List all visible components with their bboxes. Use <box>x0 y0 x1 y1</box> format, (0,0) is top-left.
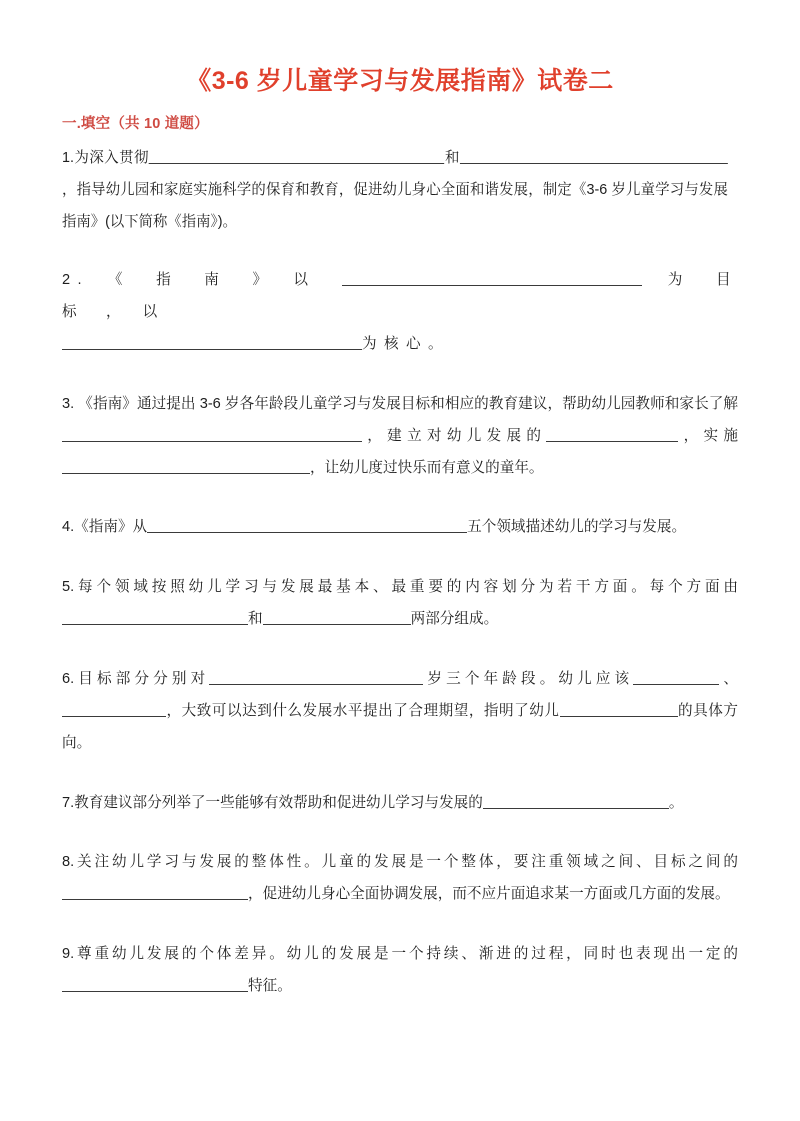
fill-in-blank[interactable] <box>62 884 248 900</box>
question-item <box>62 511 738 543</box>
fill-in-blank[interactable] <box>460 148 728 164</box>
question-item <box>62 663 738 759</box>
question-text-run: 7.教育建议部分列举了一些能够有效帮助和促进幼儿学习与发展的 <box>62 795 483 811</box>
question-text-run: ，大致可以达到什么发展水平提出了合理期望，指明了幼儿 <box>166 703 560 719</box>
question-item <box>62 846 738 910</box>
question-text-run: ，促进幼儿身心全面协调发展，而不应片面追求某一方面或几方面的发展。 <box>248 886 730 902</box>
question-text-run: 的具体方向。 <box>62 703 738 751</box>
fill-in-blank[interactable] <box>209 669 423 685</box>
fill-in-blank[interactable] <box>62 426 362 442</box>
question-text-run: 特征。 <box>248 978 292 994</box>
question-text-run: 和 <box>248 611 263 627</box>
fill-in-blank[interactable] <box>560 701 678 717</box>
question-text-4 <box>62 519 686 535</box>
question-text-3 <box>62 396 738 476</box>
question-text-run: 两部分组成。 <box>410 611 499 627</box>
fill-in-blank[interactable] <box>483 793 669 809</box>
fill-in-blank[interactable] <box>633 669 719 685</box>
fill-in-blank[interactable] <box>62 458 310 474</box>
question-text-run: 。 <box>668 795 684 811</box>
question-text-run: ，建立对幼儿发展的 <box>362 428 547 444</box>
fill-in-blank[interactable] <box>342 270 642 286</box>
question-item <box>62 938 738 1002</box>
question-text-run: 8.关注幼儿学习与发展的整体性。儿童的发展是一个整体，要注重领域之间、目标之间的 <box>62 854 738 870</box>
fill-in-blank[interactable] <box>149 148 445 164</box>
question-text-8 <box>62 854 738 902</box>
question-text-run: 和 <box>444 150 460 166</box>
question-text-1 <box>62 150 728 230</box>
question-text-run: ，实施 <box>678 428 738 444</box>
question-text-run: 岁三个年龄段。幼儿应该 <box>423 671 634 687</box>
question-text-run: 3. 《指南》通过提出 3-6 岁各年龄段儿童学习与发展目标和相应的教育建议，帮助幼儿园教师和家长了解 <box>62 396 738 412</box>
question-text-run: 2. 《 指 南 》 以 <box>62 272 342 288</box>
question-text-run: 6.目标部分分别对 <box>62 671 210 687</box>
question-text-2 <box>62 264 760 360</box>
question-text-run: 为核心。 <box>362 336 450 352</box>
fill-in-blank[interactable] <box>62 609 248 625</box>
question-text-run: 五个领域描述幼儿的学习与发展。 <box>467 519 687 535</box>
question-text-7 <box>62 795 683 811</box>
question-text-run: 为 目 标 ， 以 <box>62 272 760 320</box>
question-text-run: 1.为深入贯彻 <box>62 150 150 166</box>
question-text-run: 9.尊重幼儿发展的个体差异。幼儿的发展是一个持续、渐进的过程，同时也表现出一定的 <box>62 946 738 962</box>
question-text-run: ，指导幼儿园和家庭实施科学的保育和教育，促进幼儿身心全面和谐发展，制定《3-6 岁儿童学习与发展指南》(以下简称《指南》)。 <box>62 182 728 230</box>
page-title: 《3-6 岁儿童学习与发展指南》试卷二 <box>186 67 614 95</box>
fill-in-blank[interactable] <box>62 701 166 717</box>
question-text-9 <box>62 946 738 994</box>
question-text-5 <box>62 579 738 627</box>
fill-in-blank[interactable] <box>263 609 411 625</box>
question-text-6 <box>62 671 738 751</box>
question-text-run: 、 <box>719 671 738 687</box>
fill-in-blank[interactable] <box>62 334 362 350</box>
question-item <box>62 571 738 635</box>
fill-in-blank[interactable] <box>546 426 678 442</box>
question-text-run: 4.《指南》从 <box>62 519 148 535</box>
question-list <box>62 142 760 1002</box>
section-header-fill-in-the-blank: 一.填空（共 10 道题） <box>62 116 209 133</box>
question-item <box>62 787 738 819</box>
question-item <box>62 264 760 360</box>
question-item <box>62 388 738 484</box>
fill-in-blank[interactable] <box>62 976 248 992</box>
question-text-run: ，让幼儿度过快乐而有意义的童年。 <box>310 460 544 476</box>
fill-in-blank[interactable] <box>147 517 467 533</box>
question-text-run: 5.每个领域按照幼儿学习与发展最基本、最重要的内容划分为若干方面。每个方面由 <box>62 579 738 595</box>
question-item <box>62 142 728 238</box>
